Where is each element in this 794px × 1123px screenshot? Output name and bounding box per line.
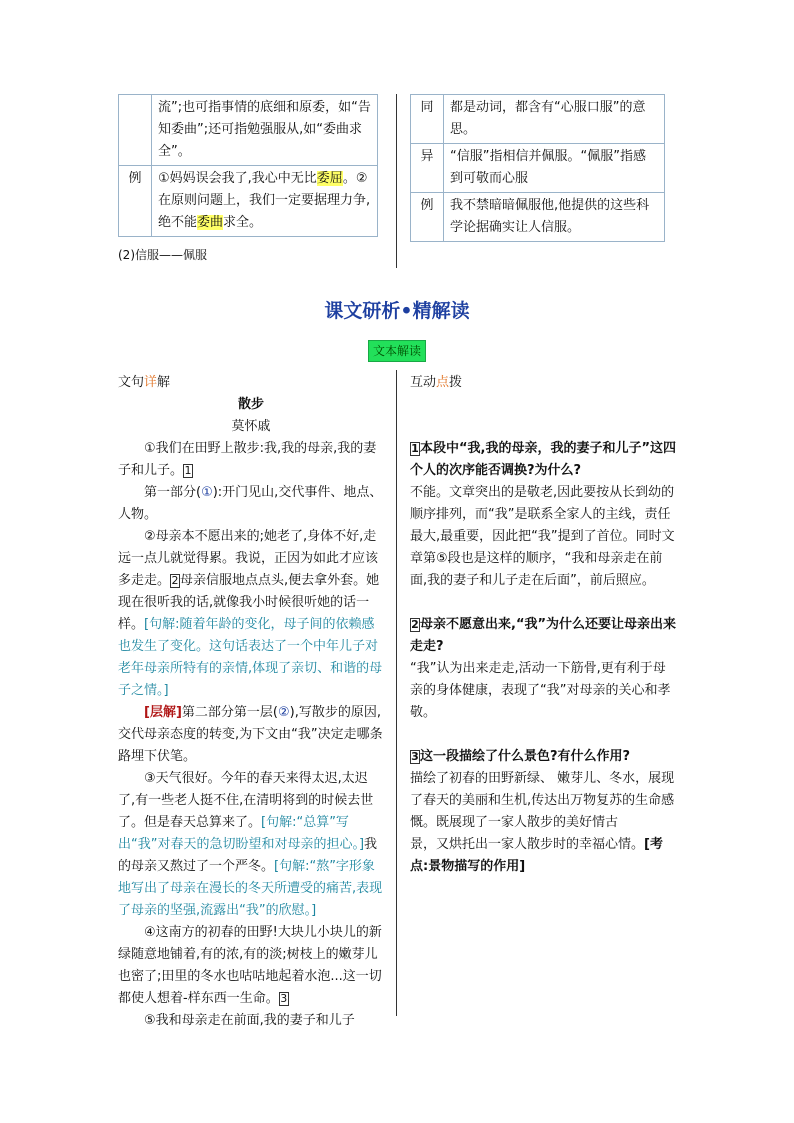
sentence-note-2: [句解:“总算”写出“我”对春天的急切盼望和对母亲的担心。]: [118, 815, 365, 852]
right-column: [410, 372, 678, 878]
text-analysis-badge: 文本解读: [368, 340, 426, 362]
row-label: 例: [119, 166, 152, 237]
marker-1: 1: [184, 464, 192, 477]
question-2: 2母亲不愿意出来,“我”为什么还要让母亲出来走走?: [410, 617, 677, 654]
row-content: [152, 166, 378, 237]
highlighted-word: 委曲: [197, 215, 224, 230]
table-row: [411, 193, 665, 242]
exam-point: [考点:景物描写的作用]: [410, 837, 663, 874]
marker-2: 2: [171, 574, 179, 587]
question-1: 1本段中“我,我的母亲，我的妻子和儿子”这四个人的次序能否调换?为什么?: [410, 441, 677, 478]
marker-3: 3: [280, 992, 288, 1005]
word-table-right: [410, 94, 665, 242]
layer-label: [层解]: [144, 705, 182, 720]
essay-title: 散步: [237, 397, 264, 412]
question-3: 3这一段描绘了什么景色?有什么作用?: [411, 749, 631, 764]
row-content: [152, 95, 378, 166]
part-one-note: 第一部分(①):开门见山,交代事件、地点、人物。: [118, 485, 383, 522]
paragraph-5: ⑤我和母亲走在前面,我的妻子和儿子: [144, 1013, 355, 1028]
section-title: 课文研析•精解读: [324, 300, 470, 322]
explain-icon: 详: [144, 375, 158, 390]
text-span: ①妈妈误会我了,我心中无比: [158, 171, 317, 186]
answer-1: 不能。文章突出的是敬老,因此要按从长到幼的顺序排列，而“我”是联系全家人的主线，责任最大,最重要，因此把“我”提到了首位。同时文章第⑤段也是这样的顺序，“我和母亲走在前面,我的妻子和儿子走在后面”，前后照应。: [410, 485, 675, 588]
table-row: [411, 95, 665, 144]
answer-3: 描绘了初春的田野新绿、 嫩芽儿、冬水，展现了春天的美丽和生机,传达出万物复苏的生命感慨。既展现了一家人散步的美好情古 景，又烘托出一家人散步时的幸福心情。[考点:景物描写的作用]: [410, 771, 675, 874]
essay-author: 莫怀戚: [231, 419, 271, 434]
paragraph-3: ③天气很好。今年的春天来得太迟,太迟了,有一些老人挺不住,在清明将到的时候去世了。但是春天总算来了。[句解:“总算”写出“我”对春天的急切盼望和对母亲的担心。]我的母亲又熬过了一个严冬。[句解:“熬”字形象地写出了母亲在漫长的冬天所遭受的痛苦,表现了母亲的坚强,流露出“我”的欣慰。]: [118, 771, 383, 918]
text-span: 。②在原则问题上，我们一定要据理力争,绝不能: [158, 171, 371, 230]
hint-icon: 点: [436, 375, 450, 390]
paragraph-2: ②母亲本不愿出来的;她老了,身体不好,走远一点儿就觉得累。我说，正因为如此才应该多走走。 2 母亲信服地点点头,便去拿外套。她现在很听我的话,就像我小时候很听她的话一样。[句解:随着年龄的变化，母子间的依赖感也发生了变化。这句话表达了一个中年儿子对老年母亲所特有的亲情,体现了亲切、和谐的母子之情。]: [118, 529, 383, 698]
row-label: 异: [411, 144, 444, 193]
text-span: 流”;也可指事情的底细和原委，如“告知委曲”;还可指勉强服从,如“委曲求全”。: [158, 100, 371, 159]
table-row: [411, 144, 665, 193]
row-content: 我不禁暗暗佩服他,他提供的这些科学论据确实让人信服。: [444, 193, 665, 242]
column-divider-top: [396, 94, 397, 268]
paragraph-4: ④这南方的初春的田野!大块儿小块儿的新绿随意地铺着,有的浓,有的淡;树枝上的嫩芽儿也密了;田里的冬水也咕咕地起着水泡...这一切都使人想着-样东西一生命。 3: [118, 925, 382, 1006]
word-table-left: [118, 94, 378, 237]
text-span: 求全。: [223, 215, 263, 230]
highlighted-word: 委屈: [316, 171, 343, 186]
row-content: “信服”指相信并佩服。“佩服”指感到可敬而心服: [444, 144, 665, 193]
sub-item-title: (2)信服——佩服: [118, 248, 207, 262]
right-column-header: 互动点拨: [410, 375, 463, 390]
row-label: 同: [411, 95, 444, 144]
column-divider-main: [396, 370, 397, 1016]
paragraph-1: ①我们在田野上散步:我,我的母亲,我的妻子和儿子。 1: [118, 441, 377, 478]
answer-2: “我”认为出来走走,活动一下筋骨,更有利于母亲的身体健康，表现了“我”对母亲的关心和孝敬。: [410, 661, 671, 720]
table-row: [119, 166, 378, 237]
left-column: [118, 372, 384, 1032]
sentence-note-1: [句解:随着年龄的变化，母子间的依赖感也发生了变化。这句话表达了一个中年儿子对老年母亲所特有的亲情,体现了亲切、和谐的母子之情。]: [118, 617, 383, 698]
sentence-note-3: [句解:“熬”字形象地写出了母亲在漫长的冬天所遭受的痛苦,表现了母亲的坚强,流露出“我”的欣慰。]: [118, 859, 383, 918]
row-label: [119, 95, 152, 166]
left-column-header: 文句详解: [118, 375, 171, 390]
row-label: 例: [411, 193, 444, 242]
table-row: [119, 95, 378, 166]
row-content: 都是动词，都含有“心服口服”的意思。: [444, 95, 665, 144]
layer-note: [层解]第二部分第一层(②),写散步的原因,交代母亲态度的转变,为下文由“我”决定走哪条路埋下伏笔。: [118, 705, 383, 764]
